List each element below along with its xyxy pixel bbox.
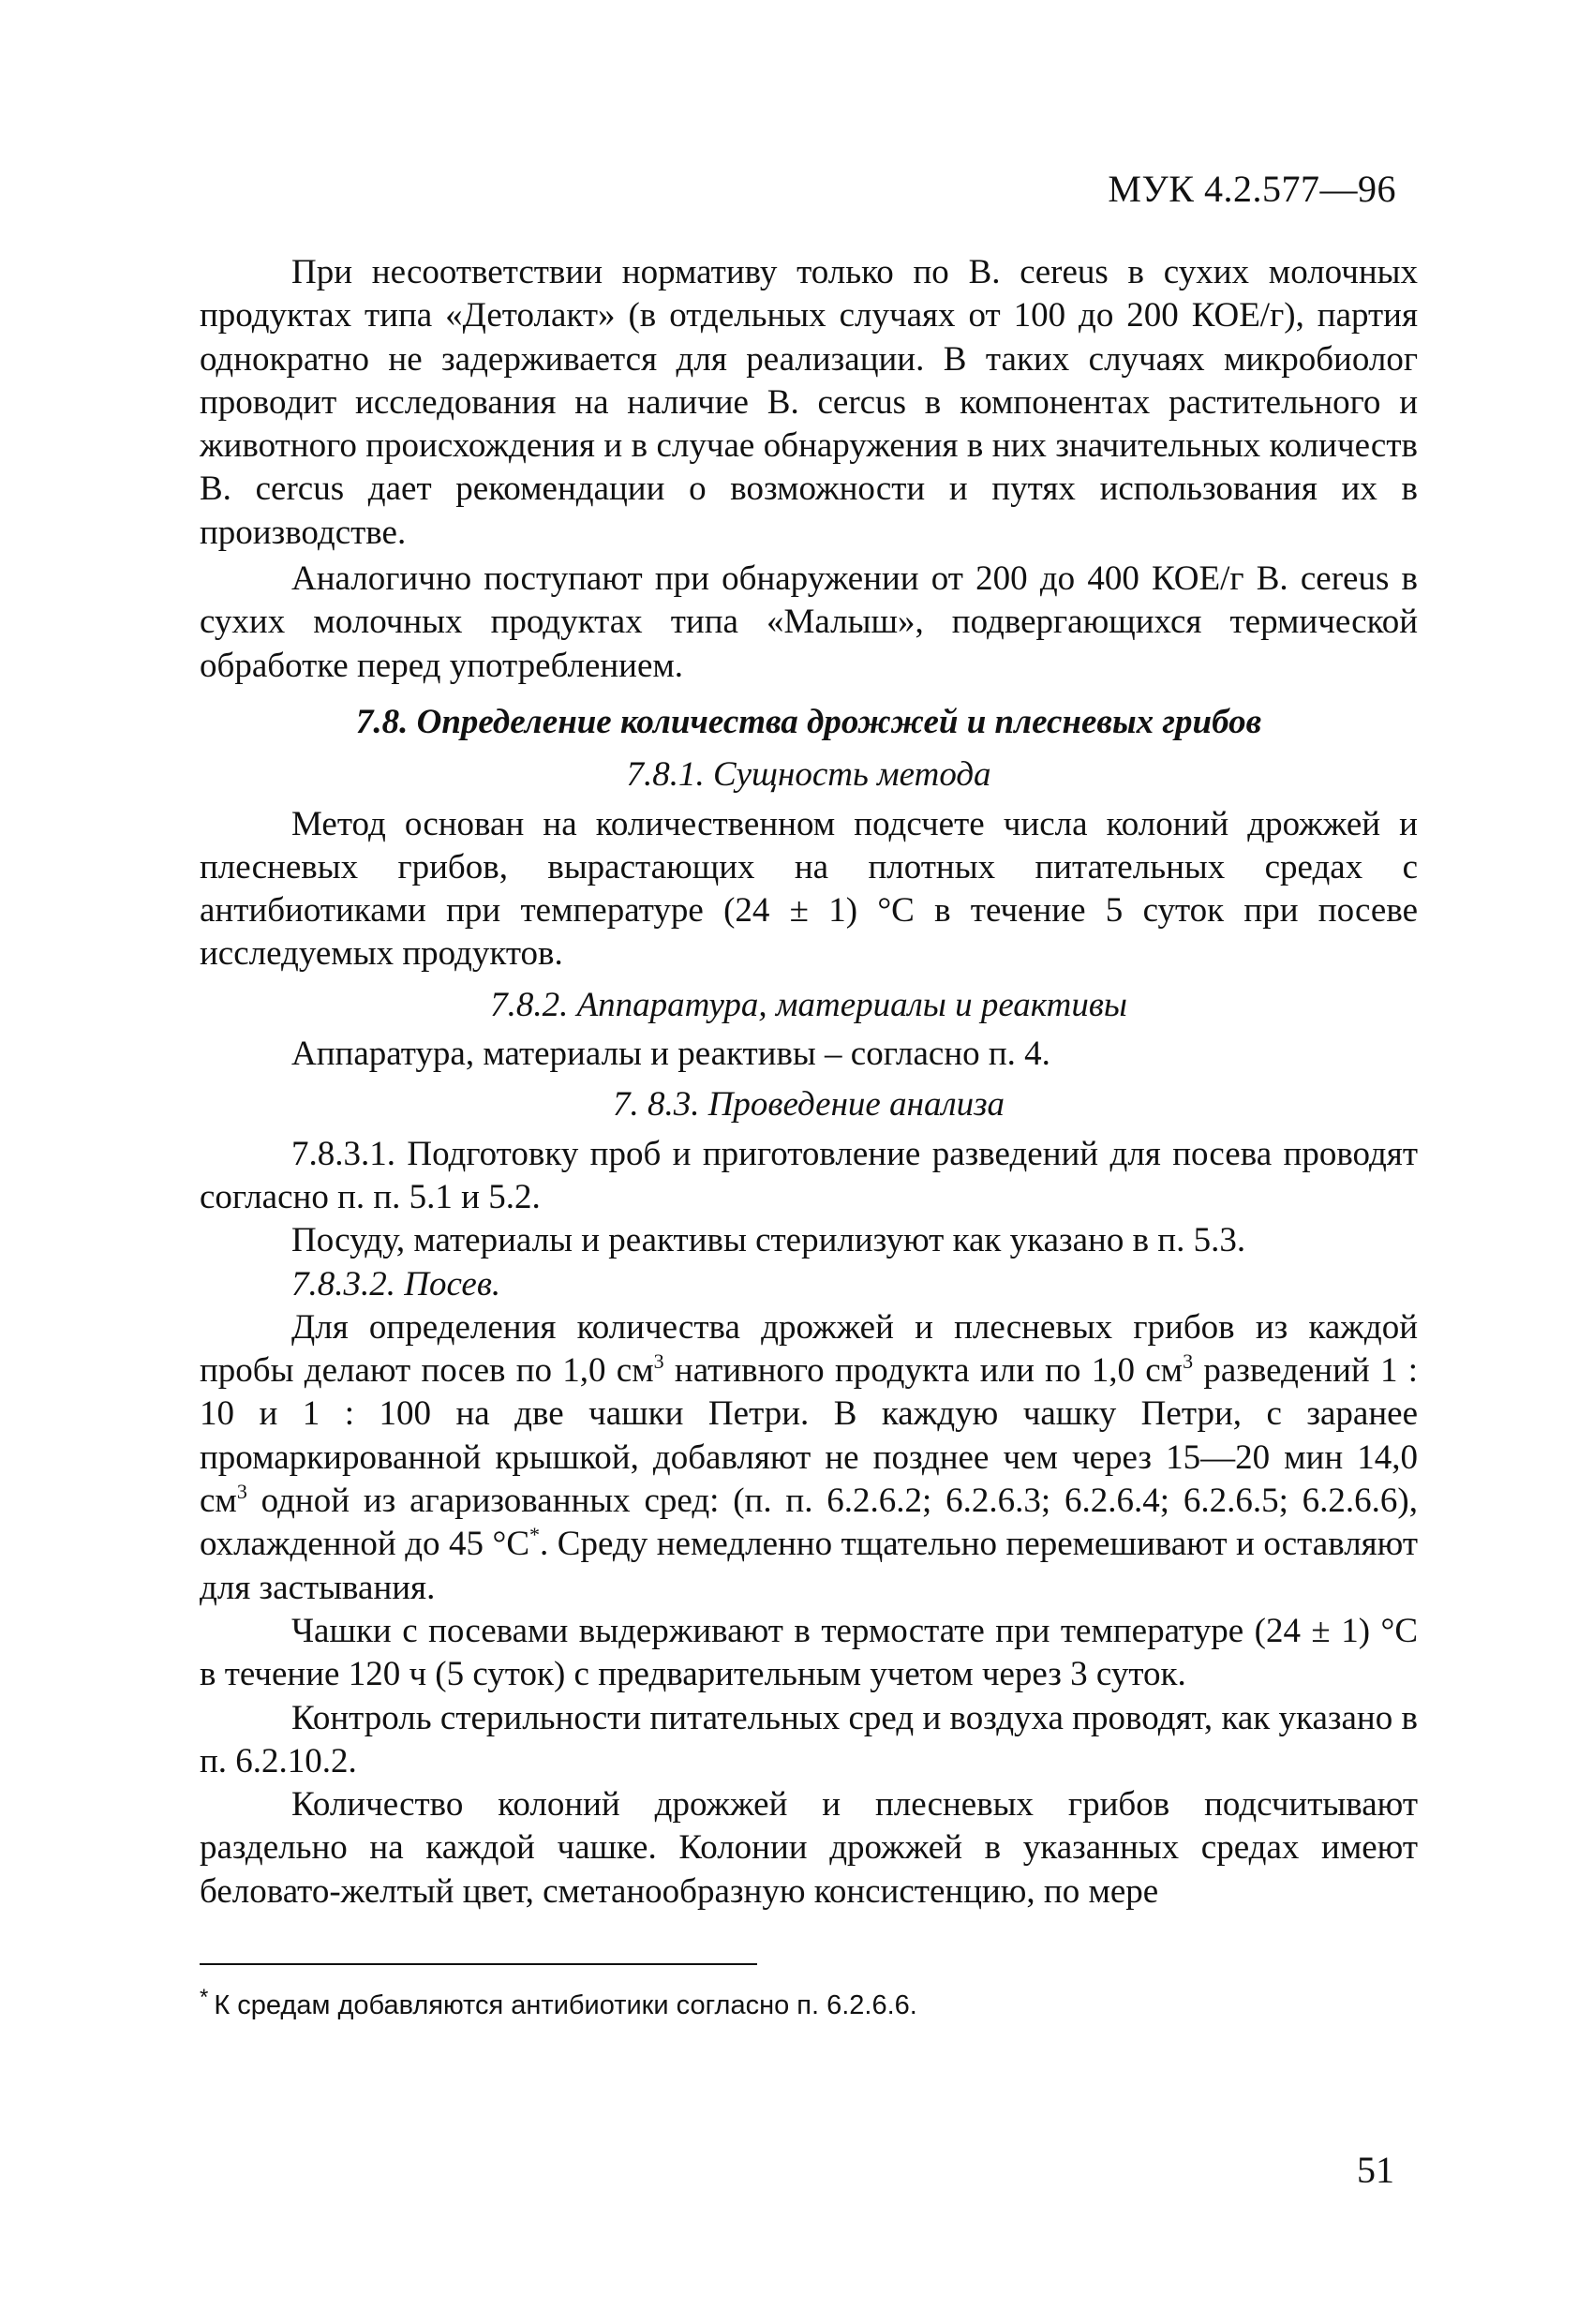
paragraph-sterilization: Посуду, материалы и реактивы стерилизуют как указано в п. 5.3. bbox=[291, 1221, 1246, 1260]
subsection-heading-7-8-3: 7. 8.3. Проведение анализа bbox=[612, 1085, 1005, 1125]
inoculation-text-4: одной из агаризованных сред: (п. п. 6.2.6.2; 6.2.6.3; 6.2.6.4; 6.2.6.5; 6.2.6.6), охлажденной до 45 °С bbox=[200, 1482, 1418, 1564]
superscript-cubic-3: 3 bbox=[236, 1480, 247, 1504]
inoculation-text-5: . Среду немедленно тщательно перемешивают и оставляют для застывания. bbox=[200, 1525, 1418, 1607]
page-number: 51 bbox=[1357, 2149, 1394, 2191]
inoculation-text-2: нативного продукта или по 1,0 см bbox=[663, 1351, 1184, 1391]
footnote-reference-mark: * bbox=[529, 1523, 541, 1547]
superscript-cubic-1: 3 bbox=[653, 1349, 664, 1374]
footnote-text: К средам добавляются антибиотики согласно п. 6.2.6.6. bbox=[214, 1990, 917, 2020]
body-text bbox=[200, 251, 1418, 1914]
paragraph-method-essence: Метод основан на количественном подсчете числа колоний дрожжей и плесневых грибов, вырастающих на плотных питательных средах с антибиотиками при температуре (24 ± 1) °С в течение 5 суток при посеве исследуемых продуктов. bbox=[200, 804, 1418, 974]
paragraph-colony-count: Количество колоний дрожжей и плесневых грибов подсчитывают раздельно на каждой чашке. Колонии дрожжей в указанных средах имеют беловато-желтый цвет, сметанообразную консистенцию, по мере bbox=[200, 1785, 1418, 1911]
footnote-mark: * bbox=[200, 1985, 209, 2010]
document-code: МУК 4.2.577—96 bbox=[1108, 168, 1396, 210]
footnote-divider bbox=[200, 1963, 757, 1965]
paragraph-sterility-control: Контроль стерильности питательных сред и воздуха проводят, как указано в п. 6.2.10.2. bbox=[200, 1698, 1418, 1780]
paragraph-inoculation bbox=[200, 1306, 1418, 1610]
subsection-heading-7-8-2: 7.8.2. Аппаратура, материалы и реактивы bbox=[490, 985, 1127, 1024]
paragraph-b-cereus-malysh: Аналогично поступают при обнаружении от 200 до 400 КОЕ/г B. cereus в сухих молочных продуктах типа «Малыш», подвергающихся термической обработке перед употреблением. bbox=[200, 559, 1418, 685]
inoculation-text-3: разведений 1 : 10 и 1 : 100 на две чашки Петри. В каждую чашку Петри, с заранее промаркированной крышкой, добавляют не позднее чем через 15—20 мин 14,0 см bbox=[200, 1351, 1419, 1521]
paragraph-b-cereus-detolakt: При несоответствии нормативу только по B. cereus в сухих молочных продуктах типа «Детолакт» (в отдельных случаях от 100 до 200 КОЕ/г), партия однократно не задерживается для реализации. В таких случаях микробиолог проводит исследования на наличие B. cercus в компонентах растительного и животного происхождения и в случае обнаружения в них значительных количеств B. cercus дает рекомендации о возможности и путях использования их в производстве. bbox=[200, 253, 1418, 552]
paragraph-equipment: Аппаратура, материалы и реактивы – согласно п. 4. bbox=[291, 1035, 1050, 1074]
inoculation-text-1: Для определения количества дрожжей и плесневых грибов из каждой пробы делают посев по 1,0 см bbox=[200, 1307, 1418, 1391]
superscript-cubic-2: 3 bbox=[1183, 1349, 1194, 1374]
paragraph-incubation: Чашки с посевами выдерживают в термостате при температуре (24 ± 1) °С в течение 120 ч (5 суток) с предварительным учетом через 3 суток. bbox=[200, 1611, 1418, 1694]
subsection-heading-7-8-1: 7.8.1. Сущность метода bbox=[626, 755, 991, 795]
footnote bbox=[200, 1985, 1418, 2021]
subsection-heading-7-8-3-2: 7.8.3.2. Посев. bbox=[291, 1264, 501, 1304]
paragraph-sample-preparation: 7.8.3.1. Подготовку проб и приготовление разведений для посева проводят согласно п. п. 5.1 и 5.2. bbox=[200, 1134, 1418, 1216]
section-heading-7-8: 7.8. Определение количества дрожжей и плесневых грибов bbox=[355, 702, 1262, 741]
